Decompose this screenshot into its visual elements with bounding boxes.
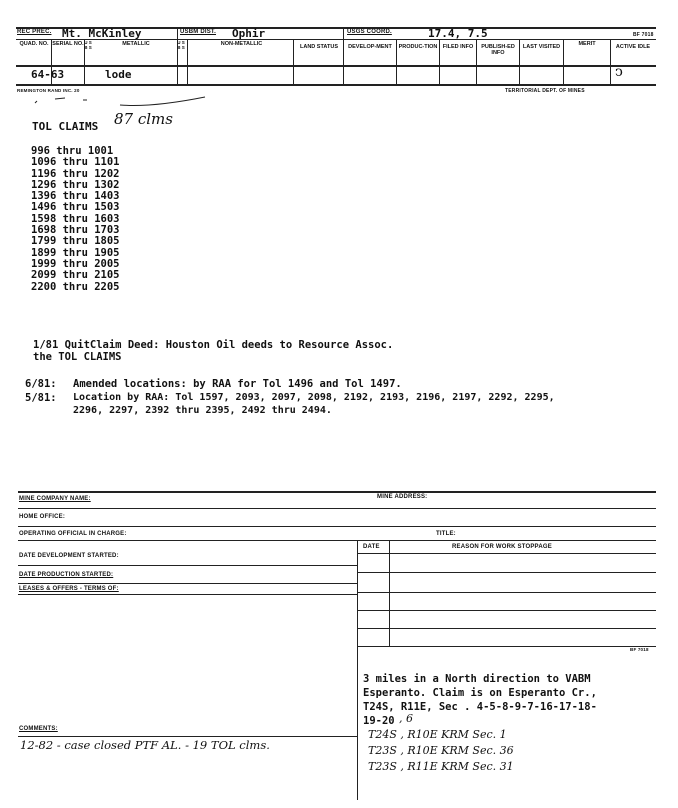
quitclaim-line-2: the TOL CLAIMS — [33, 351, 122, 363]
leases-label: LEASES & OFFERS - TERMS OF: — [19, 586, 119, 592]
list-item: 1296 thru 1302 — [31, 178, 120, 191]
list-item: 1096 thru 1101 — [31, 156, 120, 169]
usgs-coord-label: USGS COORD. — [347, 29, 392, 35]
location-line-4: 19-20 — [363, 715, 395, 727]
col-land-status: LAND STATUS — [300, 44, 338, 50]
location-line-2: Esperanto. Claim is on Esperanto Cr., — [363, 687, 597, 699]
col-last-visited: LAST VISITED — [522, 44, 561, 50]
claims-title: TOL CLAIMS — [32, 120, 99, 133]
list-item: 2099 thru 2105 — [31, 269, 120, 282]
rec-prec-label: REC PREC. — [17, 29, 52, 35]
amended-text: Amended locations: by RAA for Tol 1496 and Tol 1497. — [73, 378, 402, 390]
territorial-note: TERRITORIAL DEPT. OF MINES — [505, 88, 585, 94]
col-filed-info: FILED INFO — [442, 44, 474, 50]
col-active-idle: ACTIVE IDLE — [615, 44, 651, 50]
list-item: 1196 thru 1202 — [31, 167, 120, 180]
location-line-4-handwritten: , 6 — [399, 712, 413, 725]
amended-date: 6/81: — [25, 378, 57, 390]
col-published-info: PUBLISH-ED INFO — [481, 44, 515, 56]
list-item: 996 thru 1001 — [31, 145, 114, 157]
col-production: PRODUC-TION — [398, 44, 438, 50]
list-item: 1496 thru 1503 — [31, 201, 120, 214]
list-item: 1999 thru 2005 — [31, 257, 120, 270]
usbm-dist-value: Ophir — [232, 27, 266, 40]
location-text-2: 2296, 2297, 2392 thru 2395, 2492 thru 2494. — [73, 405, 332, 416]
location-line-1: 3 miles in a North direction to VABM — [363, 673, 591, 685]
comments-handwritten: 12-82 - case closed PTF AL. - 19 TOL clms. — [20, 738, 270, 752]
comments-label: COMMENTS: — [19, 726, 58, 732]
list-item: 1799 thru 1805 — [31, 235, 120, 248]
date-column-header: DATE — [363, 544, 380, 550]
location-date: 5/81: — [25, 392, 57, 404]
col-metallic: METALLIC — [122, 41, 150, 47]
location-handwritten-2: T23S , R10E KRM Sec. 36 — [368, 744, 514, 757]
title-label: TITLE: — [436, 531, 456, 537]
date-development-label: DATE DEVELOPMENT STARTED: — [19, 553, 119, 559]
list-item: 2200 thru 2205 — [31, 280, 120, 293]
location-text-1: Location by RAA: Tol 1597, 2093, 2097, 2098, 2192, 2193, 2196, 2197, 2292, 2295, — [73, 392, 555, 403]
operating-official-label: OPERATING OFFICIAL IN CHARGE: — [19, 531, 127, 537]
list-item: 1899 thru 1905 — [31, 246, 120, 259]
rec-prec-value: Mt. McKinley — [62, 27, 142, 40]
form-number-2: BF 7018 — [630, 647, 649, 652]
claims-list — [31, 146, 120, 293]
printer-note: REMINGTON RAND INC. 20 — [17, 88, 80, 93]
col-non-metallic: NON-METALLIC — [220, 41, 263, 47]
metallic-value: lode — [105, 68, 132, 81]
quad-value: 64-63 — [31, 68, 65, 81]
col-usbs: U S B S — [84, 40, 92, 50]
location-handwritten-3: T23S , R11E KRM Sec. 31 — [368, 760, 514, 773]
col-development: DEVELOP-MENT — [348, 44, 392, 50]
col-serial-no: SERIAL NO. — [52, 41, 84, 47]
usgs-coord-value: 17.4, 7.5 — [428, 27, 488, 40]
claims-count-handwritten: 87 clms — [114, 110, 173, 128]
col-quad-no: QUAD. NO. — [19, 41, 49, 47]
col-merit: MERIT — [578, 41, 596, 47]
usbm-dist-label: USBM DIST. — [180, 29, 217, 35]
reason-column-header: REASON FOR WORK STOPPAGE — [452, 544, 552, 550]
list-item: 1698 thru 1703 — [31, 224, 120, 237]
form-number: BF 7018 — [633, 32, 654, 38]
date-production-label: DATE PRODUCTION STARTED: — [19, 572, 114, 578]
home-office-label: HOME OFFICE: — [19, 514, 66, 520]
col-usbs-2: U S B S — [177, 40, 185, 50]
checkmark-icon: ↄ — [615, 64, 623, 80]
mine-company-name-label: MINE COMPANY NAME: — [19, 496, 91, 502]
mine-address-label: MINE ADDRESS: — [377, 494, 428, 500]
list-item: 1598 thru 1603 — [31, 212, 120, 225]
quitclaim-line-1: 1/81 QuitClaim Deed: Houston Oil deeds to Resource Assoc. — [33, 339, 394, 351]
list-item: 1396 thru 1403 — [31, 190, 120, 203]
location-line-3: T24S, R11E, Sec . 4-5-8-9-7-16-17-18- — [363, 701, 597, 713]
location-handwritten-1: T24S , R10E KRM Sec. 1 — [368, 728, 507, 741]
